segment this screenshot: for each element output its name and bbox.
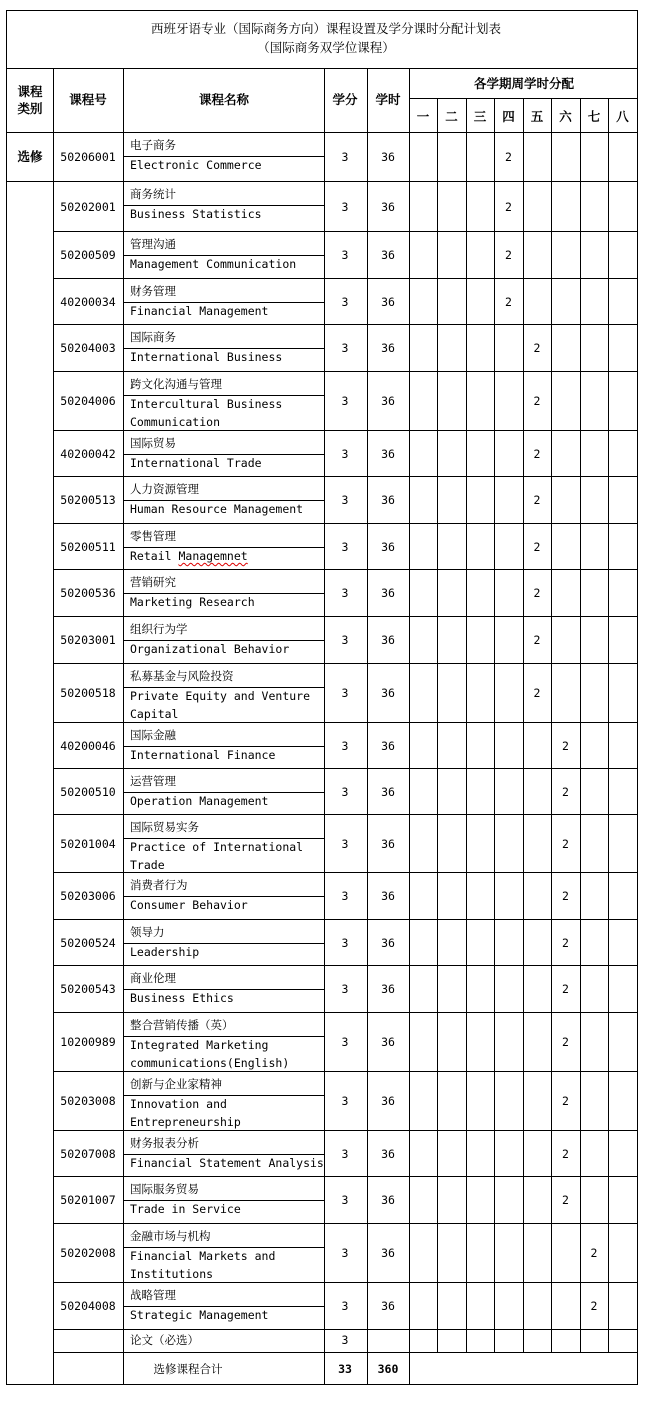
table-subtitle: （国际商务双学位课程） — [257, 40, 395, 55]
course-hours: 36 — [381, 1246, 395, 1260]
semester-header-7: 七 — [587, 109, 601, 124]
course-name-en: Business Ethics — [130, 991, 234, 1005]
course-hours: 36 — [381, 341, 395, 355]
course-hours: 36 — [381, 1094, 395, 1108]
weekly-hours-semester-6: 2 — [562, 889, 569, 903]
course-name-en: Financial Statement Analysis — [130, 1156, 324, 1170]
course-name-zh: 电子商务 — [130, 138, 176, 152]
course-hours: 36 — [381, 199, 395, 214]
course-name-en: Communication — [130, 415, 221, 429]
course-name-en: Innovation and — [130, 1097, 227, 1111]
semester-column-line — [523, 98, 524, 1352]
course-code: 50203008 — [60, 1094, 116, 1108]
course-name-en: Leadership — [130, 945, 200, 959]
course-code: 40200034 — [60, 294, 116, 309]
course-name-zh: 财务管理 — [130, 284, 176, 298]
course-name-zh: 整合营销传播（英） — [130, 1018, 234, 1032]
course-name-en: Financial Markets and — [130, 1249, 276, 1263]
name-divider — [123, 1036, 325, 1037]
header-credit: 学分 — [332, 92, 358, 107]
course-name-en: Operation Management — [130, 794, 269, 808]
name-divider — [123, 255, 325, 256]
right-border — [637, 68, 638, 1384]
total-credit: 33 — [338, 1362, 352, 1376]
course-hours: 36 — [381, 935, 395, 950]
header-top-border — [6, 68, 638, 69]
name-divider — [123, 687, 325, 688]
header-category-line1: 课程 — [17, 84, 43, 99]
course-code: 40200042 — [60, 446, 116, 461]
semester-column-line — [494, 98, 495, 1352]
weekly-hours-semester-4: 2 — [505, 199, 512, 214]
column-line — [367, 68, 368, 1384]
course-code: 50200513 — [60, 493, 116, 507]
course-hours: 36 — [381, 982, 395, 996]
course-hours: 36 — [381, 394, 395, 408]
column-line — [409, 68, 410, 1384]
weekly-hours-semester-5: 2 — [533, 446, 541, 461]
course-hours: 36 — [381, 493, 395, 507]
course-hours: 36 — [381, 738, 395, 753]
course-name-en: Financial Management — [130, 304, 269, 318]
course-hours: 36 — [381, 686, 395, 700]
name-divider — [123, 547, 325, 548]
course-name-zh: 零售管理 — [130, 529, 176, 543]
name-divider — [123, 792, 325, 793]
course-name-en: Entrepreneurship — [130, 1115, 241, 1129]
course-code: 50204006 — [60, 394, 116, 408]
name-divider — [123, 348, 325, 349]
course-code: 50206001 — [60, 150, 116, 164]
weekly-hours-semester-6: 2 — [562, 1094, 569, 1108]
course-name-zh: 人力资源管理 — [130, 482, 199, 496]
course-name-zh: 商业伦理 — [130, 971, 176, 985]
category-divider — [6, 181, 54, 182]
course-name-en: Consumer Behavior — [130, 898, 248, 912]
semester-column-line — [551, 98, 552, 1352]
semester-header-4: 四 — [502, 109, 515, 124]
thesis-credit: 3 — [341, 1333, 349, 1347]
semester-header-1: 一 — [416, 109, 430, 124]
weekly-hours-semester-6: 2 — [562, 935, 569, 950]
header-category-line2: 类别 — [17, 101, 43, 116]
course-code: 50207008 — [60, 1146, 116, 1161]
semester-header-2: 二 — [445, 109, 458, 124]
weekly-hours-semester-5: 2 — [533, 586, 541, 600]
weekly-hours-semester-5: 2 — [533, 493, 541, 507]
course-hours: 36 — [381, 294, 395, 309]
course-code: 50201004 — [60, 836, 116, 851]
weekly-hours-semester-6: 2 — [562, 1146, 569, 1161]
course-name-zh: 消费者行为 — [130, 878, 188, 892]
name-divider — [123, 302, 325, 303]
thesis-divider — [53, 1352, 638, 1353]
semester-column-line — [437, 98, 438, 1352]
course-hours: 36 — [381, 633, 395, 647]
course-credit: 3 — [341, 935, 349, 950]
weekly-hours-semester-5: 2 — [533, 686, 541, 700]
course-credit: 3 — [341, 1193, 349, 1207]
word: Retail — [130, 549, 179, 563]
semester-column-line — [580, 98, 581, 1352]
semester-header-8: 八 — [616, 109, 629, 124]
course-code: 40200046 — [60, 738, 116, 753]
course-code: 50200510 — [60, 784, 116, 799]
course-credit: 3 — [341, 199, 349, 214]
course-name-en: communications(English) — [130, 1056, 290, 1070]
semester-column-line — [466, 98, 467, 1352]
name-divider — [123, 1095, 325, 1096]
course-name-en: Integrated Marketing — [130, 1038, 269, 1052]
course-hours: 36 — [381, 784, 395, 799]
course-credit: 3 — [341, 586, 349, 600]
course-code: 50202001 — [60, 199, 116, 214]
name-divider — [123, 896, 325, 897]
weekly-hours-semester-7: 2 — [590, 1299, 598, 1313]
semester-header-3: 三 — [473, 109, 487, 124]
course-name-zh: 组织行为学 — [130, 622, 188, 636]
title-right-border — [637, 10, 638, 68]
course-credit: 3 — [341, 836, 349, 851]
category-label: 选修 — [17, 149, 43, 164]
weekly-hours-semester-4: 2 — [505, 150, 512, 164]
name-divider — [123, 395, 325, 396]
course-hours: 36 — [381, 150, 395, 164]
course-name-zh: 私募基金与风险投资 — [130, 669, 234, 683]
course-credit: 3 — [341, 1299, 349, 1313]
name-divider — [123, 156, 325, 157]
course-credit: 3 — [341, 633, 349, 647]
course-hours: 36 — [381, 586, 395, 600]
total-label: 选修课程合计 — [153, 1362, 223, 1376]
course-name-en: International Trade — [130, 456, 262, 470]
weekly-hours-semester-5: 2 — [533, 341, 541, 355]
course-name-en: Business Statistics — [130, 207, 262, 221]
course-name-en: Electronic Commerce — [130, 158, 262, 172]
course-name-en: Practice of International — [130, 840, 304, 854]
weekly-hours-semester-4: 2 — [505, 248, 512, 262]
table-title: 西班牙语专业（国际商务方向）课程设置及学分课时分配计划表 — [150, 21, 502, 36]
name-divider — [123, 1306, 325, 1307]
weekly-hours-semester-6: 2 — [562, 836, 569, 851]
name-divider — [123, 640, 325, 641]
course-name-zh: 创新与企业家精神 — [130, 1077, 222, 1091]
course-code: 50200524 — [60, 935, 116, 950]
course-code: 50200518 — [60, 686, 116, 700]
course-name-zh: 国际服务贸易 — [130, 1182, 199, 1196]
column-line — [6, 68, 7, 1384]
course-code: 50200543 — [60, 982, 116, 996]
course-credit: 3 — [341, 1094, 349, 1108]
total-hours: 360 — [377, 1362, 399, 1376]
header-course-code: 课程号 — [69, 92, 107, 107]
course-credit: 3 — [341, 784, 349, 799]
course-name-zh: 领导力 — [130, 925, 165, 939]
course-name-zh: 运营管理 — [130, 774, 176, 788]
course-hours: 36 — [381, 539, 395, 554]
semester-header-5: 五 — [530, 109, 544, 124]
title-top-border — [6, 10, 638, 11]
course-hours: 36 — [381, 836, 395, 851]
column-line — [53, 68, 54, 1384]
course-credit: 3 — [341, 686, 349, 700]
course-name-en: Management Communication — [130, 257, 297, 271]
name-divider — [123, 205, 325, 206]
course-name-zh: 商务统计 — [130, 187, 176, 201]
course-name-en: Capital — [130, 707, 179, 721]
course-name-zh: 国际商务 — [130, 330, 176, 344]
course-credit: 3 — [341, 294, 349, 309]
course-credit: 3 — [341, 493, 349, 507]
name-divider — [123, 943, 325, 944]
course-name-en: Marketing Research — [130, 595, 255, 609]
course-name-zh: 国际贸易实务 — [130, 820, 199, 834]
name-divider — [123, 454, 325, 455]
course-code: 50204003 — [60, 341, 116, 355]
course-hours: 36 — [381, 248, 395, 262]
header-bottom-border — [6, 132, 638, 133]
header-course-name: 课程名称 — [198, 92, 250, 107]
spellcheck-word: Managemnet — [178, 549, 248, 563]
course-code: 50200509 — [60, 248, 116, 262]
semester-column-line — [608, 98, 609, 1352]
table-bottom-border — [6, 1384, 638, 1385]
course-credit: 3 — [341, 248, 349, 262]
course-credit: 3 — [341, 150, 349, 164]
course-hours: 36 — [381, 1035, 395, 1049]
course-code: 50204008 — [60, 1299, 116, 1313]
course-name-en — [130, 549, 248, 563]
course-name-en: Strategic Management — [130, 1308, 269, 1322]
course-credit: 3 — [341, 738, 349, 753]
course-code: 50200511 — [60, 539, 116, 554]
course-hours: 36 — [381, 1193, 395, 1207]
course-name-zh: 跨文化沟通与管理 — [130, 377, 222, 391]
course-credit: 3 — [341, 539, 349, 554]
course-hours: 36 — [381, 1299, 395, 1313]
header-semester-distribution: 各学期周学时分配 — [473, 76, 575, 91]
weekly-hours-semester-6: 2 — [562, 1193, 569, 1207]
course-name-en: International Business — [130, 350, 283, 364]
name-divider — [123, 1247, 325, 1248]
weekly-hours-semester-6: 2 — [562, 982, 569, 996]
course-name-zh: 战略管理 — [130, 1288, 176, 1302]
weekly-hours-semester-5: 2 — [533, 539, 541, 554]
course-name-en: Trade — [130, 858, 165, 872]
course-name-en: Human Resource Management — [130, 502, 304, 516]
thesis-name: 论文（必选） — [130, 1333, 199, 1347]
name-divider — [123, 989, 325, 990]
name-divider — [123, 593, 325, 594]
course-credit: 3 — [341, 1146, 349, 1161]
course-credit: 3 — [341, 889, 349, 903]
column-line — [123, 68, 124, 1384]
header-hours: 学时 — [375, 92, 401, 107]
course-name-en: Intercultural Business — [130, 397, 283, 411]
name-divider — [123, 838, 325, 839]
course-code: 50202008 — [60, 1246, 116, 1260]
course-name-en: International Finance — [130, 748, 276, 762]
course-name-zh: 国际贸易 — [130, 436, 176, 450]
course-hours: 36 — [381, 889, 395, 903]
course-code: 50203006 — [60, 889, 116, 903]
course-code: 50201007 — [60, 1193, 116, 1207]
course-credit: 3 — [341, 446, 349, 461]
course-name-en: Private Equity and Venture — [130, 689, 311, 703]
weekly-hours-semester-5: 2 — [533, 394, 541, 408]
weekly-hours-semester-6: 2 — [562, 738, 569, 753]
course-code: 50200536 — [60, 586, 116, 600]
course-name-zh: 财务报表分析 — [130, 1136, 199, 1150]
course-name-zh: 营销研究 — [130, 575, 176, 589]
course-credit: 3 — [341, 982, 349, 996]
course-credit: 3 — [341, 1246, 349, 1260]
course-code: 10200989 — [60, 1035, 116, 1049]
course-credit: 3 — [341, 341, 349, 355]
name-divider — [123, 746, 325, 747]
course-credit: 3 — [341, 1035, 349, 1049]
weekly-hours-semester-5: 2 — [533, 633, 541, 647]
weekly-hours-semester-7: 2 — [590, 1246, 598, 1260]
name-divider — [123, 1154, 325, 1155]
course-name-en: Organizational Behavior — [130, 642, 290, 656]
column-line — [324, 68, 325, 1384]
course-hours: 36 — [381, 446, 395, 461]
course-name-zh: 国际金融 — [130, 728, 176, 742]
semester-header-6: 六 — [559, 109, 572, 124]
course-name-zh: 金融市场与机构 — [130, 1229, 211, 1243]
course-hours: 36 — [381, 1146, 395, 1161]
name-divider — [123, 1200, 325, 1201]
name-divider — [123, 500, 325, 501]
course-code: 50203001 — [60, 633, 116, 647]
title-left-border — [6, 10, 7, 68]
course-name-en: Trade in Service — [130, 1202, 241, 1216]
weekly-hours-semester-6: 2 — [562, 784, 569, 799]
course-name-zh: 管理沟通 — [130, 237, 176, 251]
course-name-en: Institutions — [130, 1267, 214, 1281]
weekly-hours-semester-6: 2 — [562, 1035, 569, 1049]
weekly-hours-semester-4: 2 — [505, 294, 512, 309]
course-credit: 3 — [341, 394, 349, 408]
